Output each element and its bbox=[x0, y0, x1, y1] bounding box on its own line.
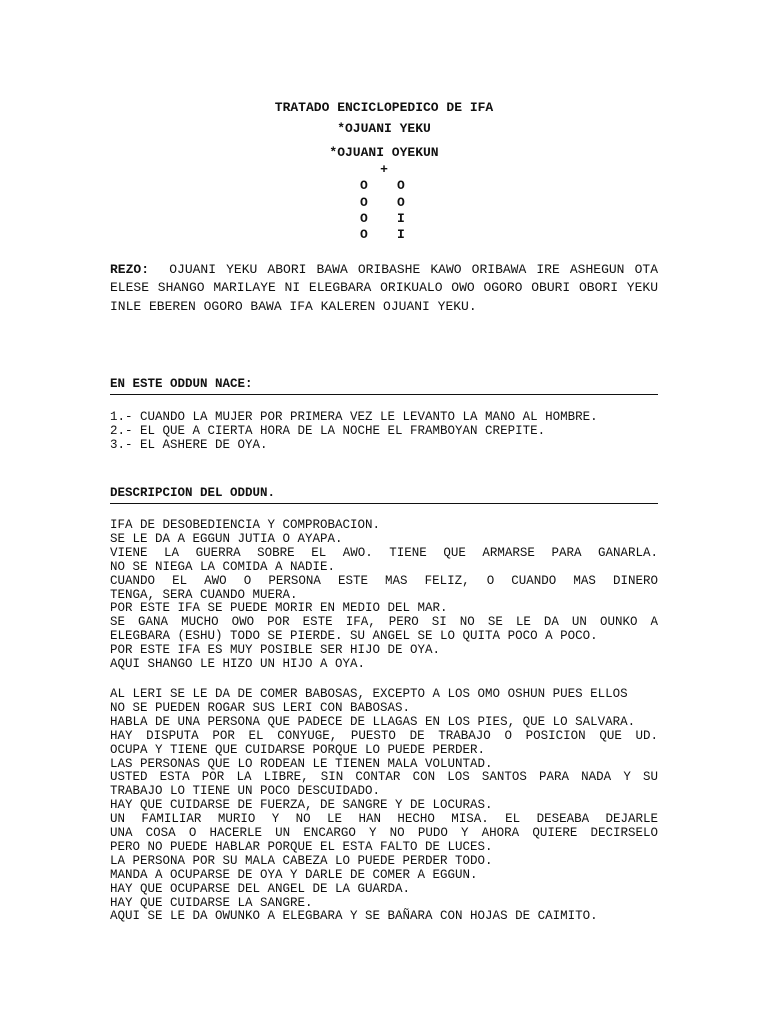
text-line: LAS PERSONAS QUE LO RODEAN LE TIENEN MALA VOLUNTAD. bbox=[110, 756, 493, 771]
text-line: ELEGBARA (ESHU) TODO SE PIERDE. SU ANGEL SE LO QUITA POCO A POCO. bbox=[110, 629, 598, 644]
text-line: AL LERI SE LE DA DE COMER BABOSAS, EXCEPTO A LOS OMO OSHUN PUES ELLOS bbox=[110, 687, 628, 701]
rezo-paragraph bbox=[110, 261, 658, 316]
sign-mark: O bbox=[360, 195, 368, 210]
text-line: HABLA DE UNA PERSONA QUE PADECE DE LLAGAS EN LOS PIES, QUE LO SALVARA. bbox=[110, 714, 636, 729]
document-title: TRATADO ENCICLOPEDICO DE IFA bbox=[274, 100, 494, 115]
list-item: 3.- EL ASHERE DE OYA. bbox=[110, 437, 268, 452]
sign-mark: O bbox=[397, 178, 405, 193]
list-item: 2.- EL QUE A CIERTA HORA DE LA NOCHE EL FRAMBOYAN CREPITE. bbox=[110, 423, 546, 438]
oddun-name: *OJUANI YEKU bbox=[337, 121, 431, 136]
text-line: AQUI SHANGO LE HIZO UN HIJO A OYA. bbox=[110, 657, 366, 672]
text-line: NO SE NIEGA LA COMIDA A NADIE. bbox=[110, 559, 336, 574]
text-line: POR ESTE IFA ES MUY POSIBLE SER HIJO DE OYA. bbox=[110, 643, 441, 658]
oddun-alt-name: *OJUANI OYEKUN bbox=[329, 145, 439, 160]
text-line: HAY QUE CUIDARSE LA SANGRE. bbox=[110, 895, 313, 910]
text-line: HAY DISPUTA POR EL CONYUGE, PUESTO DE TRABAJO O POSICION QUE UD. bbox=[110, 729, 658, 743]
text-line: LA PERSONA POR SU MALA CABEZA LO PUEDE PERDER TODO. bbox=[110, 853, 493, 868]
nace-list bbox=[110, 411, 658, 453]
text-line: UNA COSA O HACERLE UN ENCARGO Y NO PUDO Y AHORA QUIERE DECIRSELO bbox=[110, 827, 658, 841]
text-line: AQUI SE LE DA OWUNKO A ELEGBARA Y SE BAÑARA CON HOJAS DE CAIMITO. bbox=[110, 909, 598, 924]
sign-mark: I bbox=[397, 227, 405, 242]
text-line: HAY QUE OCUPARSE DEL ANGEL DE LA GUARDA. bbox=[110, 881, 411, 896]
text-line: VIENE LA GUERRA SOBRE EL AWO. TIENE QUE ARMARSE PARA GANARLA. bbox=[110, 546, 658, 560]
rezo-label: REZO: bbox=[110, 262, 150, 277]
text-line: TENGA, SERA CUANDO MUERA. bbox=[110, 587, 298, 602]
sign-mark: O bbox=[397, 195, 405, 210]
text-line: UN FAMILIAR MURIO Y NO LE HAN HECHO MISA. EL DESEABA DEJARLE bbox=[110, 813, 658, 827]
text-line: HAY QUE CUIDARSE DE FUERZA, DE SANGRE Y DE LOCURAS. bbox=[110, 798, 493, 813]
sign-mark: O bbox=[360, 227, 368, 242]
descripcion-paragraph-2 bbox=[110, 688, 658, 924]
text-line: NO SE PUEDEN ROGAR SUS LERI CON BABOSAS. bbox=[110, 700, 411, 715]
section-heading-descripcion: DESCRIPCION DEL ODDUN. bbox=[110, 486, 658, 504]
text-line: POR ESTE IFA SE PUEDE MORIR EN MEDIO DEL MAR. bbox=[110, 601, 448, 616]
text-line: TRABAJO LO TIENE UN POCO DESCUIDADO. bbox=[110, 784, 381, 799]
text-line: OCUPA Y TIENE QUE CUIDARSE PORQUE LO PUEDE PERDER. bbox=[110, 742, 486, 757]
text-line: USTED ESTA POR LA LIBRE, SIN CONTAR CON LOS SANTOS PARA NADA Y SU bbox=[110, 771, 658, 785]
sign-mark: O bbox=[360, 178, 368, 193]
text-line: IFA DE DESOBEDIENCIA Y COMPROBACION. bbox=[110, 518, 381, 532]
sign-plus: + bbox=[380, 162, 388, 177]
section-heading-nace: EN ESTE ODDUN NACE: bbox=[110, 377, 658, 395]
sign-mark: I bbox=[397, 211, 405, 226]
text-line: PERO NO PUEDE HABLAR PORQUE EL ESTA FALTO DE LUCES. bbox=[110, 839, 493, 854]
text-line: CUANDO EL AWO O PERSONA ESTE MAS FELIZ, O CUANDO MAS DINERO bbox=[110, 574, 658, 588]
rezo-text: OJUANI YEKU ABORI BAWA ORIBASHE KAWO ORIBAWA IRE ASHEGUN OTA ELESE SHANGO MARILAYE NI ELEGBARA ORIKUALO OWO OGORO OBURI OBORI YEKU INLE EBEREN OGORO BAWA IFA KALEREN OJUANI YEKU. bbox=[110, 262, 658, 314]
sign-mark: O bbox=[360, 211, 368, 226]
list-item: 1.- CUANDO LA MUJER POR PRIMERA VEZ LE LEVANTO LA MANO AL HOMBRE. bbox=[110, 410, 598, 424]
descripcion-paragraph-1 bbox=[110, 519, 658, 672]
text-line: SE GANA MUCHO OWO POR ESTE IFA, PERO SI NO SE LE DA UN OUNKO A bbox=[110, 616, 658, 630]
text-line: MANDA A OCUPARSE DE OYA Y DARLE DE COMER A EGGUN. bbox=[110, 867, 478, 882]
text-line: SE LE DA A EGGUN JUTIA O AYAPA. bbox=[110, 531, 343, 546]
